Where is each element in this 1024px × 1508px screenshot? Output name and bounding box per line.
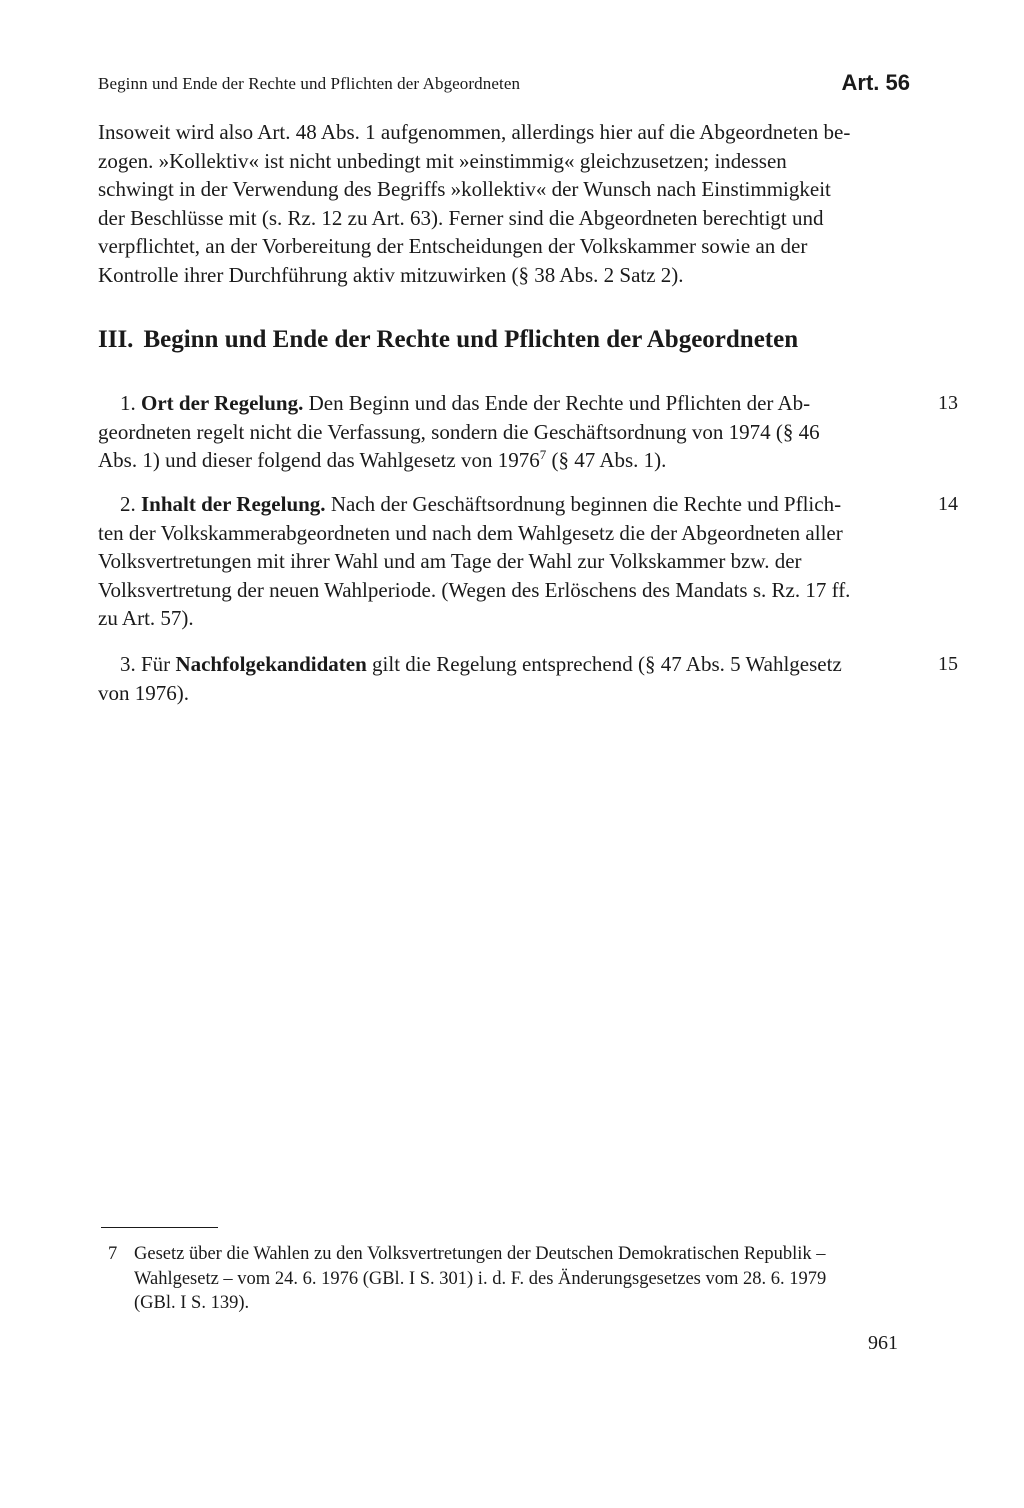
page-number: 961 (868, 1332, 898, 1354)
margin-number: 14 (938, 493, 958, 515)
paragraph-text: Nach der Geschäftsordnung beginnen die Rechte und Pflich- (325, 492, 842, 516)
footnote-ref[interactable]: 7 (539, 447, 547, 463)
paragraph-text: Für (135, 652, 176, 676)
intro-line: Kontrolle ihrer Durchführung aktiv mitzuwirken (§ 38 Abs. 2 Satz 2). (98, 262, 684, 287)
section-title: Beginn und Ende der Rechte und Pflichten der Abgeordneten (143, 326, 799, 353)
paragraph-text: zu Art. 57). (98, 606, 194, 631)
margin-number: 13 (938, 392, 958, 414)
section-number: III. (98, 326, 134, 353)
footnote (108, 1242, 910, 1316)
paragraph-text: Volksvertretung der neuen Wahlperiode. (Wegen des Erlöschens des Mandats s. Rz. 17 ff. (98, 577, 851, 602)
footnote-text: Gesetz über die Wahlen zu den Volksvertretungen der Deutschen Demokratischen Republik – (134, 1244, 826, 1264)
paragraph-lead: Nachfolgekandidaten (175, 652, 367, 676)
article-number: Art. 56 (841, 70, 910, 95)
paragraph-1 (98, 389, 910, 475)
intro-line: Insoweit wird also Art. 48 Abs. 1 aufgenommen, allerdings hier auf die Abgeordneten be- (98, 120, 851, 144)
paragraph-text: Abs. 1) und dieser folgend das Wahlgesetz von 1976 (98, 448, 540, 473)
intro-line: verpflichtet, an der Vorbereitung der Entscheidungen der Volkskammer sowie an der (98, 234, 808, 259)
footnote-text: Wahlgesetz – vom 24. 6. 1976 (GBl. I S. 301) i. d. F. des Änderungsgesetzes vom 28. 6. 1979 (134, 1268, 827, 1289)
footnote-text: (GBl. I S. 139). (134, 1293, 250, 1313)
running-title: Beginn und Ende der Rechte und Pflichten der Abgeordneten (98, 74, 521, 93)
running-header (98, 70, 910, 98)
section-heading (98, 326, 910, 354)
paragraph-3 (98, 650, 910, 707)
paragraph-text: gilt die Regelung entsprechend (§ 47 Abs. 5 Wahlgesetz (366, 652, 842, 676)
footnote-separator (101, 1227, 218, 1228)
intro-paragraph (98, 118, 910, 290)
paragraph-lead: Ort der Regelung. (141, 391, 304, 415)
margin-number: 15 (938, 653, 958, 675)
paragraph-number: 3. (120, 652, 136, 676)
paragraph-lead: Inhalt der Regelung. (141, 492, 326, 516)
paragraph-number: 2. (120, 492, 136, 516)
paragraph-text: ten der Volkskammerabgeordneten und nach dem Wahlgesetz die der Abgeordneten aller (98, 520, 843, 545)
paragraph-text: Den Beginn und das Ende der Rechte und Pflichten der Ab- (303, 391, 811, 415)
intro-line: schwingt in der Verwendung des Begriffs »kollektiv« der Wunsch nach Einstimmigkeit (98, 177, 831, 202)
paragraph-number: 1. (120, 391, 136, 415)
paragraph-text: (§ 47 Abs. 1). (546, 448, 667, 473)
footnote-number: 7 (108, 1244, 118, 1264)
paragraph-text: Volksvertretungen mit ihrer Wahl und am Tage der Wahl zur Volkskammer bzw. der (98, 549, 802, 574)
paragraph-text: von 1976). (98, 680, 189, 705)
paragraph-2 (98, 490, 910, 633)
paragraph-text: geordneten regelt nicht die Verfassung, sondern die Geschäftsordnung von 1974 (§ 46 (98, 419, 820, 444)
intro-line: zogen. »Kollektiv« ist nicht unbedingt mit »einstimmig« gleichzusetzen; indessen (98, 148, 787, 173)
intro-line: der Beschlüsse mit (s. Rz. 12 zu Art. 63). Ferner sind die Abgeordneten berechtigt und (98, 205, 824, 230)
